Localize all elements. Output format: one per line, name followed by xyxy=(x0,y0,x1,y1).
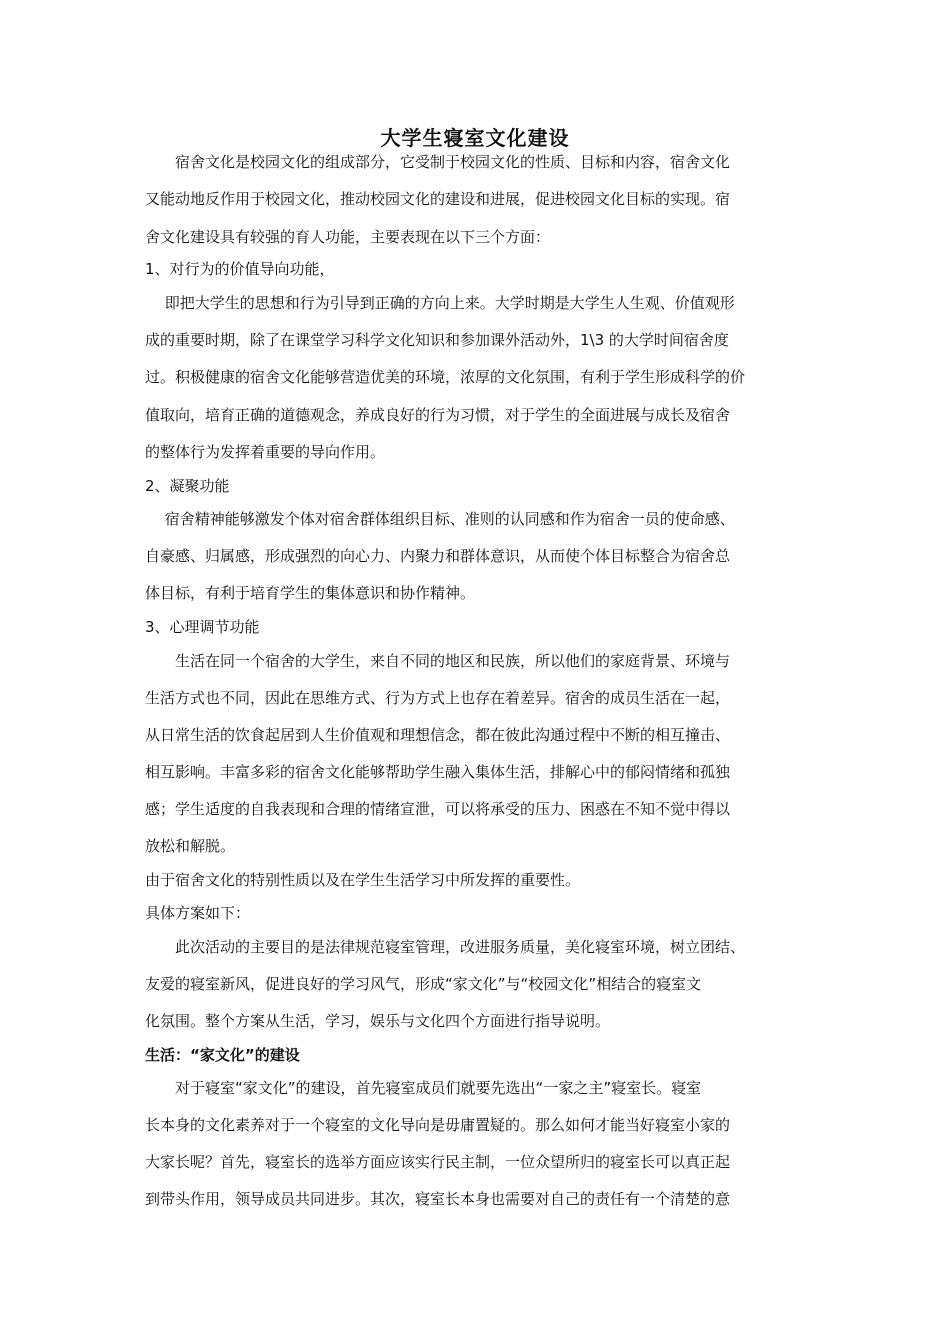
paragraph-line: 相互影响。丰富多彩的宿舍文化能够帮助学生融入集体生活，排解心中的郁闷情绪和孤独 xyxy=(145,763,731,781)
paragraph-line: 此次活动的主要目的是法律规范寝室管理，改进服务质量，美化寝室环境，树立团结、 xyxy=(145,938,746,956)
paragraph-line: 大家长呢？首先，寝室长的选举方面应该实行民主制，一位众望所归的寝室长可以真正起 xyxy=(145,1153,731,1171)
paragraph-line: 长本身的文化素养对于一个寝室的文化导向是毋庸置疑的。那么如何才能当好寝室小家的 xyxy=(145,1116,731,1134)
paragraph-line: 具体方案如下： xyxy=(145,904,251,922)
paragraph-line: 过。积极健康的宿舍文化能够营造优美的环境，浓厚的文化氛围，有利于学生形成科学的价 xyxy=(145,368,746,386)
paragraph-line: 舍文化建设具有较强的育人功能，主要表现在以下三个方面： xyxy=(145,228,551,246)
paragraph-line: 又能动地反作用于校园文化，推动校园文化的建设和进展，促进校园文化目标的实现。宿 xyxy=(145,190,731,208)
paragraph-line: 值取向，培育正确的道德观念，养成良好的行为习惯，对于学生的全面进展与成长及宿舍 xyxy=(145,406,731,424)
section-heading: 3、心理调节功能 xyxy=(145,618,260,636)
paragraph-line: 由于宿舍文化的特别性质以及在学生生活学习中所发挥的重要性。 xyxy=(145,871,581,889)
paragraph-line: 自豪感、归属感，形成强烈的向心力、内聚力和群体意识，从而使个体目标整合为宿舍总 xyxy=(145,547,731,565)
document-title: 大学生寝室文化建设 xyxy=(380,126,570,150)
paragraph-line: 到带头作用，领导成员共同进步。其次，寝室长本身也需要对自己的责任有一个清楚的意 xyxy=(145,1190,731,1208)
section-heading: 1、对行为的价值导向功能， xyxy=(145,260,335,278)
section-heading: 2、凝聚功能 xyxy=(145,477,230,495)
paragraph-line: 放松和解脱。 xyxy=(145,837,236,855)
paragraph-line: 化氛围。整个方案从生活，学习，娱乐与文化四个方面进行指导说明。 xyxy=(145,1012,611,1030)
paragraph-line: 宿舍精神能够激发个体对宿舍群体组织目标、准则的认同感和作为宿舍一员的使命感、 xyxy=(145,510,735,528)
paragraph-line: 对于寝室“家文化”的建设，首先寝室成员们就要先选出“一家之主”寝室长。寝室 xyxy=(145,1079,702,1097)
paragraph-line: 宿舍文化是校园文化的组成部分，它受制于校园文化的性质、目标和内容，宿舍文化 xyxy=(145,153,731,171)
paragraph-line: 成的重要时期，除了在课堂学习科学文化知识和参加课外活动外，1\3 的大学时间宿舍度 xyxy=(145,331,729,349)
paragraph-line: 即把大学生的思想和行为引导到正确的方向上来。大学时期是大学生人生观、价值观形 xyxy=(145,294,735,312)
paragraph-line: 体目标，有利于培育学生的集体意识和协作精神。 xyxy=(145,584,476,602)
paragraph-line: 感；学生适度的自我表现和合理的情绪宣泄，可以将承受的压力、困惑在不知不觉中得以 xyxy=(145,800,731,818)
paragraph-line: 的整体行为发挥着重要的导向作用。 xyxy=(145,443,386,461)
paragraph-line: 友爱的寝室新风，促进良好的学习风气，形成“家文化”与“校园文化”相结合的寝室文 xyxy=(145,975,702,993)
section-heading: 生活：“家文化”的建设 xyxy=(145,1046,300,1064)
paragraph-line: 生活方式也不同，因此在思维方式、行为方式上也存在着差异。宿舍的成员生活在一起， xyxy=(145,689,731,707)
paragraph-line: 生活在同一个宿舍的大学生，来自不同的地区和民族，所以他们的家庭背景、环境与 xyxy=(145,652,731,670)
paragraph-line: 从日常生活的饮食起居到人生价值观和理想信念，都在彼此沟通过程中不断的相互撞击、 xyxy=(145,726,731,744)
